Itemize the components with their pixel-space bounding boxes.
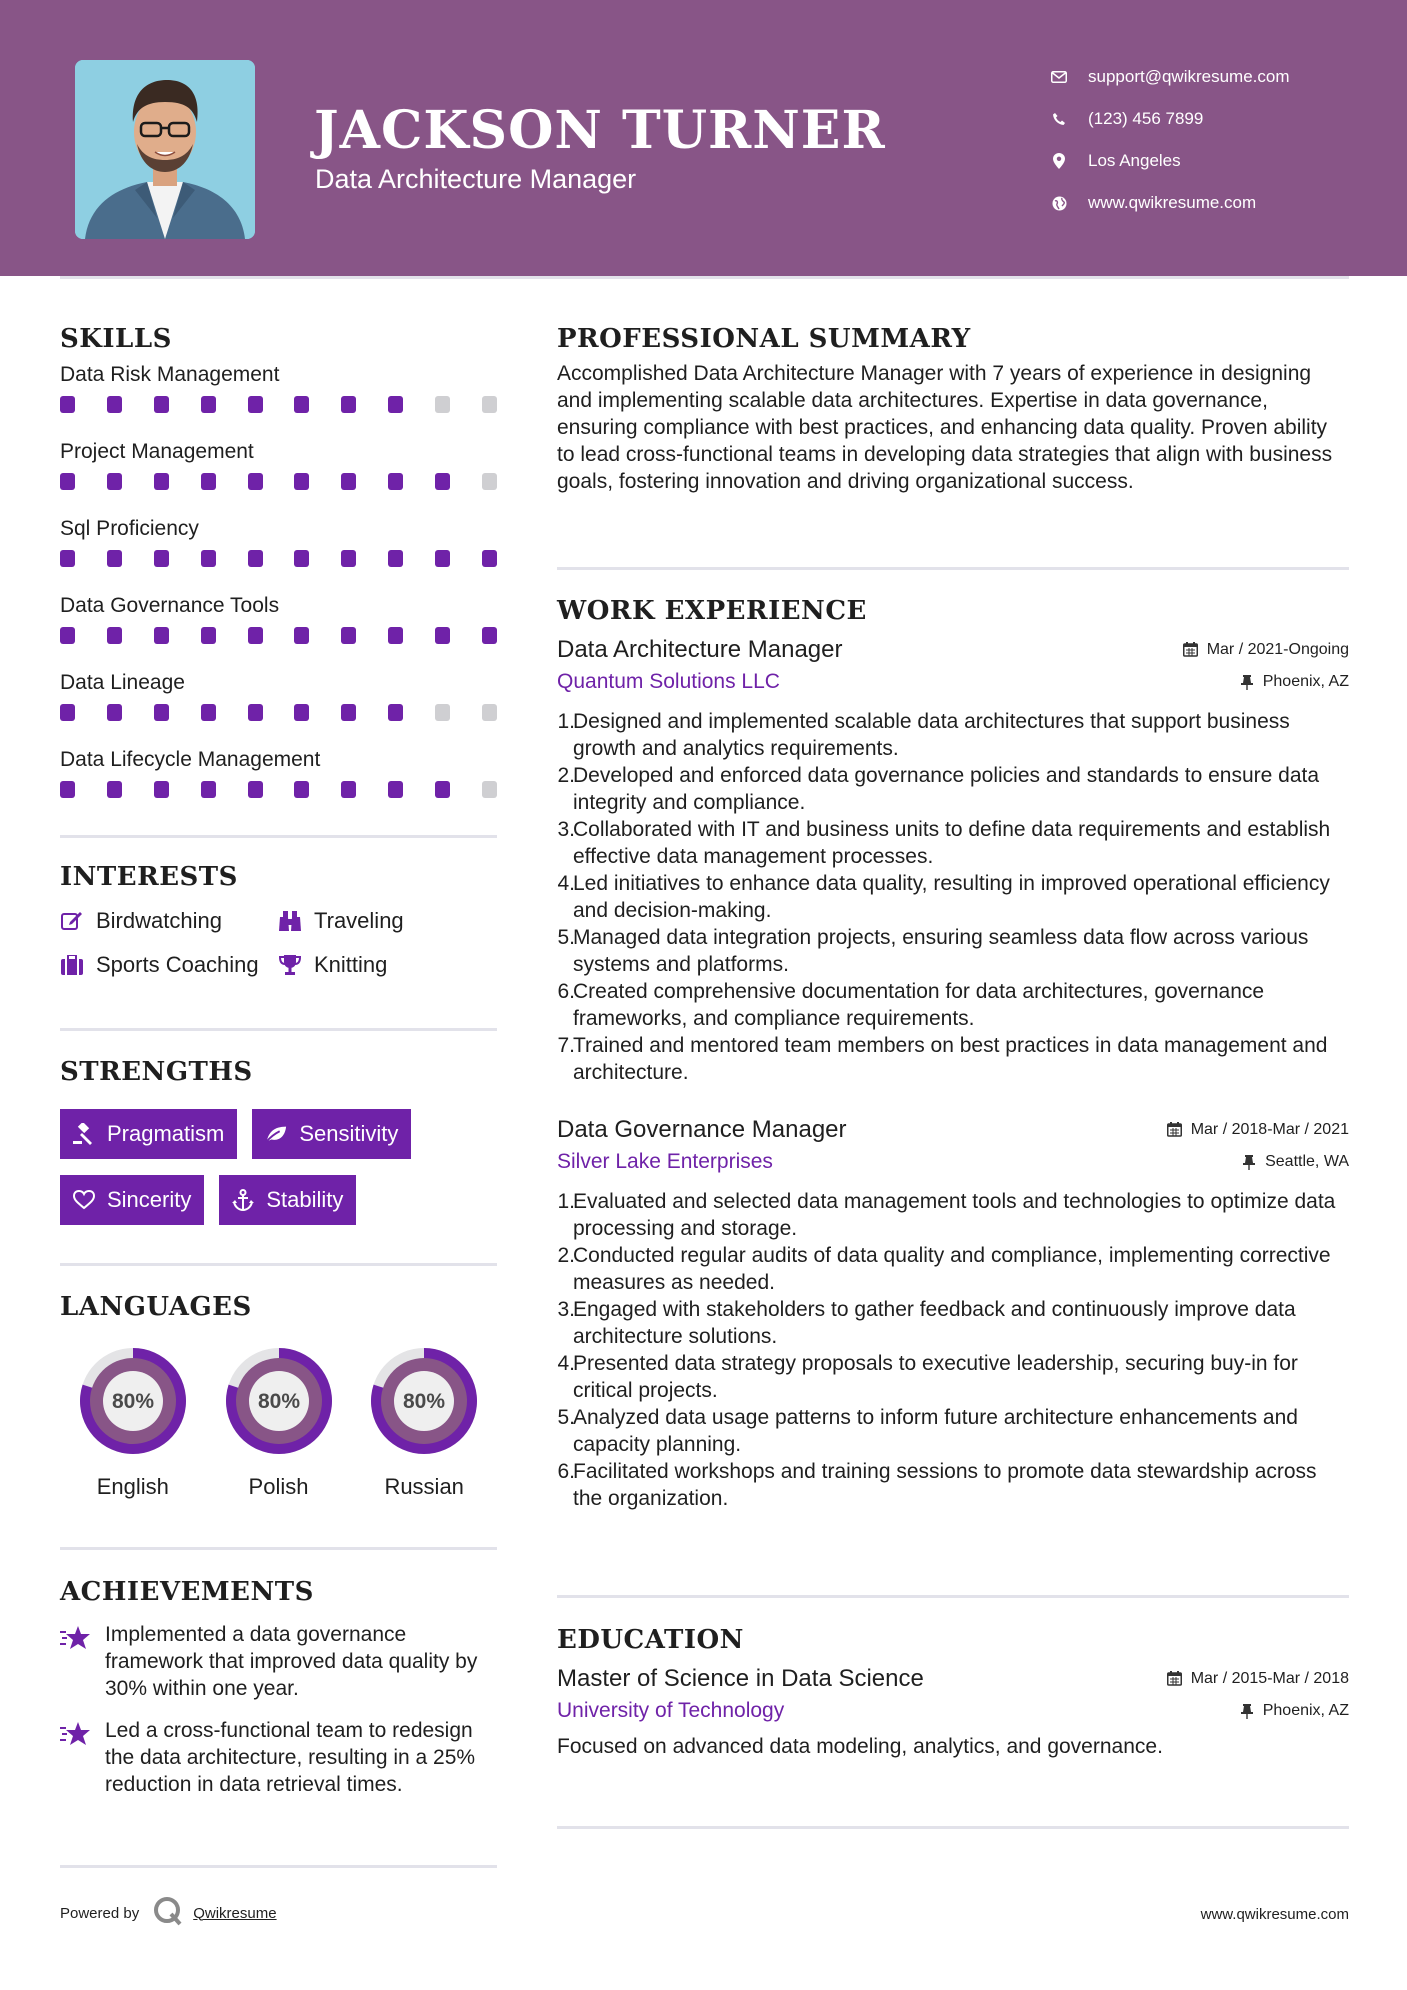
gavel-icon [73,1123,95,1145]
skill-dot-filled [294,627,309,644]
section-divider [60,1865,497,1868]
skill-name: Data Lifecycle Management [60,748,321,771]
candidate-role: Data Architecture Manager [315,164,637,194]
strengths-title: STRENGTHS [60,1057,253,1087]
section-divider [60,1547,497,1550]
education-subheader [557,1699,1349,1723]
language-name: Polish [248,1474,309,1499]
language-proficiency-ring [363,1340,485,1462]
company-name: Silver Lake Enterprises [557,1150,773,1173]
skill-dot-filled [341,550,356,567]
skill-dot-filled [294,396,309,413]
achievements-section [60,1577,497,1798]
skill-dot-empty [482,396,497,413]
skill-item [60,437,497,491]
skill-dot-filled [60,473,75,490]
language-proficiency-ring [218,1340,340,1462]
summary-section [557,318,1349,495]
experience-section [557,596,1349,1512]
summary-text: Accomplished Data Architecture Manager with 7 years of experience in designing and implementing scalable data architectures. Expertise in data governance, ensuring compliance with best practices, and enhancing data quality. Proven ability to lead cross-functional teams in developing data strategies that align with business goals, fostering innovation and driving organizational success. [557,362,1333,493]
skill-dot-empty [435,396,450,413]
job-bullet: 3. Engaged with stakeholders to gather feedback and continuously improve data architecture solutions. [557,1298,1296,1348]
language-percent-label: 80% [111,1390,154,1413]
briefcase-icon [60,953,84,977]
language-item [60,1340,206,1500]
job-bullet: 5. Managed data integration projects, ensuring seamless data flow across various systems and platforms. [557,926,1309,976]
job-subheader [557,1150,1349,1174]
education-dates [1167,1670,1349,1688]
strengths-section [60,1057,497,1225]
degree-title: Master of Science in Data Science [557,1665,924,1692]
skill-dot-filled [201,781,216,798]
language-percent-label: 80% [257,1390,300,1413]
skill-dot-filled [60,704,75,721]
education-title: EDUCATION [557,1625,744,1655]
job-bullet: 4. Presented data strategy proposals to executive leadership, securing buy-in for critical projects. [557,1352,1298,1402]
skill-dot-empty [482,781,497,798]
skill-dot-filled [341,473,356,490]
skill-dot-filled [107,473,122,490]
skill-dot-filled [388,627,403,644]
job-header [557,636,1349,664]
contact-email-text: support@qwikresume.com [1088,67,1290,86]
skill-dot-filled [60,627,75,644]
trophy-icon [278,953,302,977]
job-entry [557,1116,1349,1512]
skill-dot-filled [201,396,216,413]
languages-title: LANGUAGES [60,1292,252,1322]
strengths-list [60,1109,497,1225]
skill-dot-filled [107,396,122,413]
job-dates-text: Mar / 2018-Mar / 2021 [1190,1120,1349,1138]
skill-dot-filled [435,781,450,798]
strength-label: Pragmatism [107,1121,225,1146]
skill-dot-filled [60,781,75,798]
candidate-name: JACKSON TURNER [314,100,886,161]
skill-dot-filled [60,396,75,413]
heart-icon [73,1189,95,1211]
qwikresume-link[interactable]: Qwikresume [193,1904,277,1922]
contact-website-text: www.qwikresume.com [1088,193,1257,212]
section-divider [557,1826,1349,1829]
contact-phone-text: (123) 456 7899 [1088,109,1204,128]
job-bullet: 3. Collaborated with IT and business units to define data requirements and establish effective data management processes. [557,818,1331,868]
skill-dot-filled [435,473,450,490]
skill-item [60,668,497,722]
job-dates [1183,641,1349,659]
skill-level-dots [60,704,497,722]
skill-dot-filled [482,550,497,567]
star-badge-icon [60,1621,94,1702]
job-location-text: Phoenix, AZ [1262,673,1349,690]
education-dates-text: Mar / 2015-Mar / 2018 [1190,1669,1349,1687]
skill-name: Data Governance Tools [60,594,280,617]
skill-dot-filled [60,550,75,567]
interest-label: Sports Coaching [96,952,259,977]
calendar-icon [1167,1671,1183,1687]
job-bullet: 6. Facilitated workshops and training sessions to promote data stewardship across the organization. [557,1460,1317,1510]
phone-icon [1050,110,1068,128]
achievement-text: Led a cross-functional team to redesign the data architecture, resulting in a 25% reduction in data retrieval times. [105,1719,476,1796]
section-divider [60,835,497,838]
profile-photo [75,60,255,239]
footer-powered-by [60,1896,277,1930]
language-name: Russian [384,1474,464,1499]
skill-dot-filled [388,704,403,721]
company-name: Quantum Solutions LLC [557,670,780,693]
footer-url[interactable]: www.qwikresume.com [1200,1906,1349,1923]
skill-name: Data Risk Management [60,363,280,386]
skill-dot-filled [154,627,169,644]
strength-tag [219,1175,356,1225]
interests-list [60,908,497,978]
education-location [1239,1702,1349,1720]
section-divider [60,1028,497,1031]
skill-dot-filled [388,396,403,413]
job-location [1241,1153,1349,1171]
contact-location-text: Los Angeles [1088,151,1181,170]
skill-dot-filled [388,781,403,798]
job-dates [1167,1121,1349,1139]
interest-label: Traveling [314,908,404,933]
skill-level-dots [60,627,497,645]
skill-item [60,745,497,799]
strength-tag [60,1109,237,1159]
skill-level-dots [60,396,497,414]
contact-phone[interactable] [1050,98,1390,140]
skill-dot-filled [201,550,216,567]
skill-dot-filled [154,781,169,798]
skills-title: SKILLS [60,324,172,354]
skill-dot-filled [341,396,356,413]
skill-dot-filled [248,704,263,721]
achievement-text: Implemented a data governance framework that improved data quality by 30% within one year. [105,1623,478,1700]
skill-dot-filled [154,396,169,413]
skill-dot-filled [201,627,216,644]
strength-label: Stability [266,1187,344,1212]
skill-item [60,514,497,568]
skill-name: Project Management [60,440,254,463]
interest-item [60,952,278,978]
job-bullet: 6. Created comprehensive documentation for data architectures, governance frameworks, and compliance requirements. [557,980,1265,1030]
skill-item [60,591,497,645]
skill-level-dots [60,550,497,568]
job-dates-text: Mar / 2021-Ongoing [1206,640,1349,658]
pushpin-icon [1241,1154,1257,1170]
header-divider [60,276,1349,279]
interests-title: INTERESTS [60,862,238,892]
skill-dot-filled [388,550,403,567]
skill-dot-filled [248,627,263,644]
education-section [557,1625,1349,1760]
skill-dot-filled [435,627,450,644]
skill-dot-filled [248,781,263,798]
skill-dot-filled [435,550,450,567]
achievement-item [60,1621,497,1702]
skill-dot-filled [201,704,216,721]
skill-dot-filled [154,550,169,567]
interest-item [60,908,278,934]
section-divider [557,567,1349,570]
skill-dot-filled [248,550,263,567]
experience-title: WORK EXPERIENCE [557,596,867,626]
education-entry [557,1665,1349,1760]
globe-icon [1050,194,1068,212]
skill-dot-filled [294,704,309,721]
contact-location [1050,140,1390,182]
skill-dot-filled [107,704,122,721]
job-subheader [557,670,1349,694]
pushpin-icon [1239,1703,1255,1719]
achievement-item [60,1717,497,1798]
contact-list [1050,56,1390,224]
calendar-icon [1167,1122,1183,1138]
skill-dot-filled [482,627,497,644]
education-description: Focused on advanced data modeling, analytics, and governance. [557,1735,1163,1758]
skill-dot-filled [248,473,263,490]
calendar-icon [1183,642,1199,658]
job-bullet: 2. Developed and enforced data governance policies and standards to ensure data integrity and compliance. [557,764,1320,814]
language-percent-label: 80% [403,1390,446,1413]
job-bullet: 1. Designed and implemented scalable data architectures that support business growth and analytics requirements. [557,710,1290,760]
location-pin-icon [1050,152,1068,170]
skill-dot-filled [107,781,122,798]
language-name: English [96,1474,169,1499]
interest-item [278,952,497,978]
job-bullet: 1. Evaluated and selected data management tools and technologies to optimize data processing and storage. [557,1190,1336,1240]
skill-dot-filled [341,627,356,644]
strength-label: Sincerity [107,1187,192,1212]
skill-dot-filled [388,473,403,490]
interests-section [60,862,497,978]
skill-dot-filled [154,473,169,490]
skill-name: Data Lineage [60,671,185,694]
job-bullet: 7. Trained and mentored team members on best practices in data management and architecture. [557,1034,1328,1084]
job-bullet: 2. Conducted regular audits of data quality and compliance, implementing corrective measures as needed. [557,1244,1331,1294]
skill-dot-filled [107,550,122,567]
achievements-title: ACHIEVEMENTS [60,1577,314,1607]
job-entry [557,636,1349,1086]
skill-dot-filled [201,473,216,490]
envelope-icon [1050,68,1068,86]
skill-dot-filled [294,473,309,490]
education-header [557,1665,1349,1693]
qwikresume-logo-icon [153,1896,183,1930]
skill-dot-filled [341,781,356,798]
skill-dot-filled [341,704,356,721]
skill-dot-filled [154,704,169,721]
job-title: Data Governance Manager [557,1116,847,1143]
interest-label: Birdwatching [96,908,222,933]
summary-title: PROFESSIONAL SUMMARY [557,324,971,354]
star-badge-icon [60,1717,94,1798]
language-item [351,1340,497,1500]
pencil-square-icon [60,909,84,933]
job-bullets [557,1188,1349,1512]
contact-email[interactable] [1050,56,1390,98]
binoculars-icon [278,909,302,933]
languages-list [60,1340,497,1500]
interest-item [278,908,497,934]
skill-dot-filled [107,627,122,644]
skill-dot-filled [294,781,309,798]
skill-dot-empty [482,473,497,490]
skills-list [60,360,497,799]
job-location-text: Seattle, WA [1265,1153,1349,1170]
skill-dot-empty [435,704,450,721]
skill-dot-filled [248,396,263,413]
anchor-icon [232,1189,254,1211]
job-bullets [557,708,1349,1086]
leaf-icon [265,1123,287,1145]
resume-header [0,0,1407,276]
pushpin-icon [1239,674,1255,690]
left-column [60,318,497,799]
job-header [557,1116,1349,1144]
language-proficiency-ring [72,1340,194,1462]
interest-label: Knitting [314,952,388,977]
job-location [1239,673,1349,691]
skill-name: Sql Proficiency [60,517,199,540]
language-item [206,1340,352,1500]
contact-website[interactable] [1050,182,1390,224]
skill-dot-empty [482,704,497,721]
job-bullet: 4. Led initiatives to enhance data quality, resulting in improved operational efficiency and decision-making. [557,872,1330,922]
skill-level-dots [60,473,497,491]
skill-dot-filled [294,550,309,567]
strength-label: Sensitivity [299,1121,399,1146]
skill-item [60,360,497,414]
school-name: University of Technology [557,1699,785,1722]
job-bullet: 5. Analyzed data usage patterns to inform future architecture enhancements and capacity planning. [557,1406,1298,1456]
powered-by-label: Powered by [60,1904,140,1922]
section-divider [60,1263,497,1266]
skill-level-dots [60,781,497,799]
job-title: Data Architecture Manager [557,636,843,663]
education-location-text: Phoenix, AZ [1262,1702,1349,1719]
strength-tag [252,1109,411,1159]
section-divider [557,1595,1349,1598]
languages-section [60,1292,497,1500]
strength-tag [60,1175,204,1225]
